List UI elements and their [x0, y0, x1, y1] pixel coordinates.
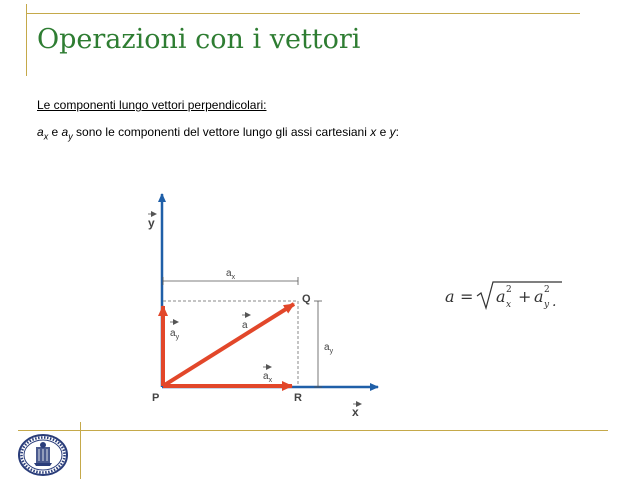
vector-a	[163, 304, 294, 386]
formula-ax-sub: x	[506, 300, 512, 310]
left-rule	[26, 4, 27, 76]
magnitude-formula	[440, 278, 570, 318]
formula-term-ax: a	[496, 287, 506, 306]
ax-symbol: $a_x$	[37, 125, 49, 142]
formula-end: .	[552, 294, 557, 310]
formula-term-ay: a	[534, 287, 544, 306]
slide-title: Operazioni con i vettori	[37, 24, 361, 55]
university-seal-icon	[16, 433, 70, 477]
x-axis-label: x	[352, 405, 359, 419]
vector-diagram	[130, 180, 400, 420]
formula-ay-sub: y	[544, 300, 550, 310]
formula-ax-sup: 2	[506, 285, 512, 295]
point-p-label: P	[152, 392, 160, 404]
dimension-ay-label: $a_y$	[324, 342, 334, 355]
section-subtitle: Le componenti lungo vettori perpendicolari:	[37, 98, 267, 112]
formula-lhs: a	[445, 287, 455, 306]
dimension-ax-label: $a_x$	[226, 268, 236, 281]
ay-symbol: $a_y$	[61, 125, 73, 142]
vector-ax-label: $a_x$	[263, 371, 273, 384]
y-axis-label: y	[148, 216, 155, 230]
bottom-rule	[18, 430, 608, 431]
vector-a-label: a	[242, 320, 248, 331]
top-rule	[26, 13, 580, 14]
formula-plus: +	[518, 287, 532, 306]
formula-equals: =	[460, 287, 474, 306]
point-r-label: R	[294, 392, 302, 404]
description-text: $a_x$ e $a_y$ sono le componenti del vettore lungo gli assi cartesiani x e y:	[37, 125, 399, 142]
formula-ay-sup: 2	[544, 285, 550, 295]
vector-ay-label: $a_y$	[170, 328, 180, 341]
point-q-label: Q	[302, 293, 311, 305]
bottom-vertical-rule	[80, 422, 81, 479]
